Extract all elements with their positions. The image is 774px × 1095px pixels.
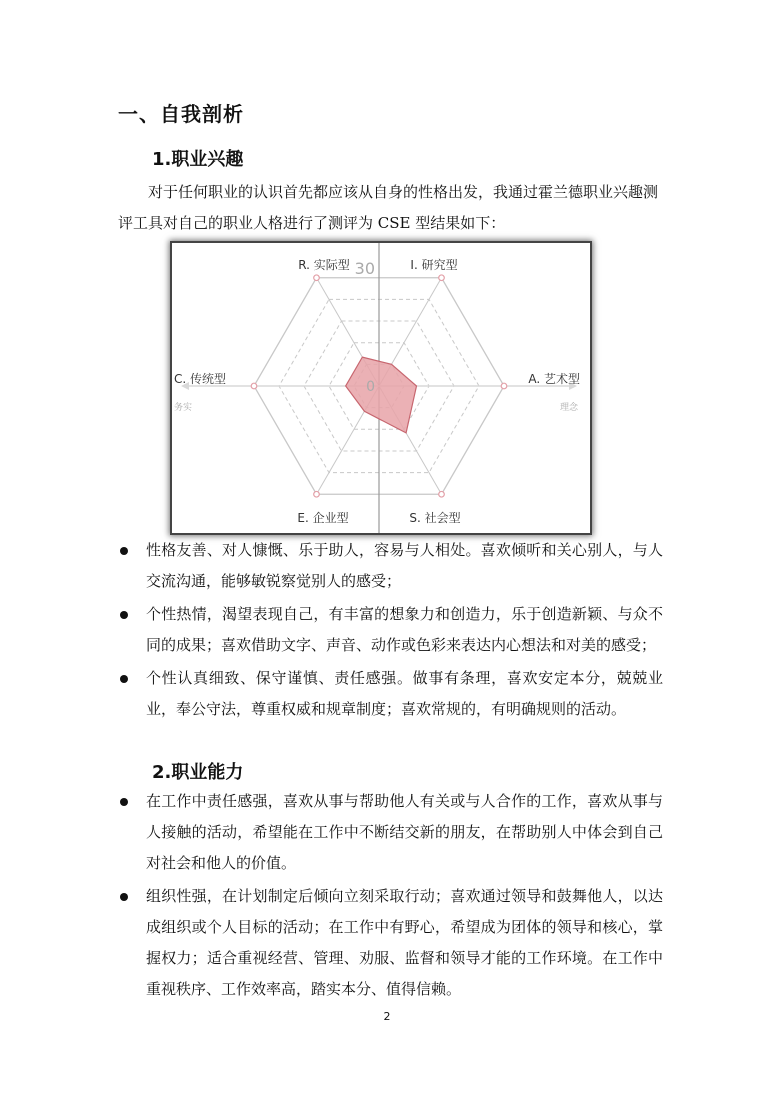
list-item	[118, 881, 663, 1005]
bullet-icon	[120, 547, 128, 555]
radar-vertex-marker	[501, 383, 507, 389]
radar-scale-max-label: 30	[354, 259, 375, 278]
section-title: 一、自我剖析	[118, 102, 244, 126]
radar-axis-label: A. 艺术型	[528, 372, 580, 386]
radar-chart-svg	[172, 243, 590, 533]
radar-axis-label: C. 传统型	[174, 372, 227, 386]
list-item-text: 性格友善、对人慷慨、乐于助人，容易与人相处。喜欢倾听和关心别人，与人交流沟通，能够敏锐察觉别人的感受；	[146, 541, 663, 590]
bullet-icon	[120, 893, 128, 901]
list-item	[118, 663, 663, 725]
radar-vertex-marker	[439, 275, 445, 281]
radar-vertex-marker	[314, 275, 320, 281]
interest-bullet-list	[118, 535, 663, 727]
list-item	[118, 786, 663, 879]
radar-scale-min-label: 0	[366, 379, 375, 395]
list-item	[118, 599, 663, 661]
radar-left-axis-label: 务实	[174, 403, 193, 413]
radar-data-area	[346, 357, 417, 433]
bullet-icon	[120, 611, 128, 619]
radar-vertex-marker	[251, 383, 257, 389]
radar-vertex-marker	[439, 491, 445, 497]
list-item	[118, 535, 663, 597]
list-item-text: 个性热情，渴望表现自己，有丰富的想象力和创造力，乐于创造新颖、与众不同的成果；喜欢借助文字、声音、动作或色彩来表达内心想法和对美的感受；	[146, 605, 663, 654]
radar-axis-label: I. 研究型	[410, 258, 458, 272]
radar-axis-label: S. 社会型	[409, 511, 461, 525]
ability-bullet-list	[118, 786, 663, 1007]
radar-right-axis-label: 理念	[560, 403, 579, 413]
list-item-text: 组织性强，在计划制定后倾向立刻采取行动；喜欢通过领导和鼓舞他人，以达成组织或个人目标的活动；在工作中有野心，希望成为团体的领导和核心，掌握权力；适合重视经营、管理、劝服、监督和领导才能的工作环境。在工作中重视秩序、工作效率高，踏实本分、值得信赖。	[146, 887, 663, 998]
ability-heading: 2.职业能力	[152, 762, 244, 783]
interest-heading: 1.职业兴趣	[152, 149, 244, 170]
bullet-icon	[120, 798, 128, 806]
holland-radar-chart	[172, 243, 590, 533]
list-item-text: 在工作中责任感强，喜欢从事与帮助他人有关或与人合作的工作，喜欢从事与人接触的活动，希望能在工作中不断结交新的朋友，在帮助别人中体会到自己对社会和他人的价值。	[146, 792, 663, 872]
interest-intro: 对于任何职业的认识首先都应该从自身的性格出发，我通过霍兰德职业兴趣测评工具对自己的职业人格进行了测评为 CSE 型结果如下：	[118, 183, 659, 232]
radar-axis-label: R. 实际型	[298, 258, 350, 272]
radar-vertex-marker	[314, 491, 320, 497]
list-item-text: 个性认真细致、保守谨慎、责任感强。做事有条理，喜欢安定本分，兢兢业业，奉公守法，尊重权威和规章制度；喜欢常规的，有明确规则的活动。	[146, 669, 663, 718]
radar-axis-label: E. 企业型	[297, 511, 349, 525]
page-number: 2	[383, 1010, 391, 1023]
bullet-icon	[120, 675, 128, 683]
